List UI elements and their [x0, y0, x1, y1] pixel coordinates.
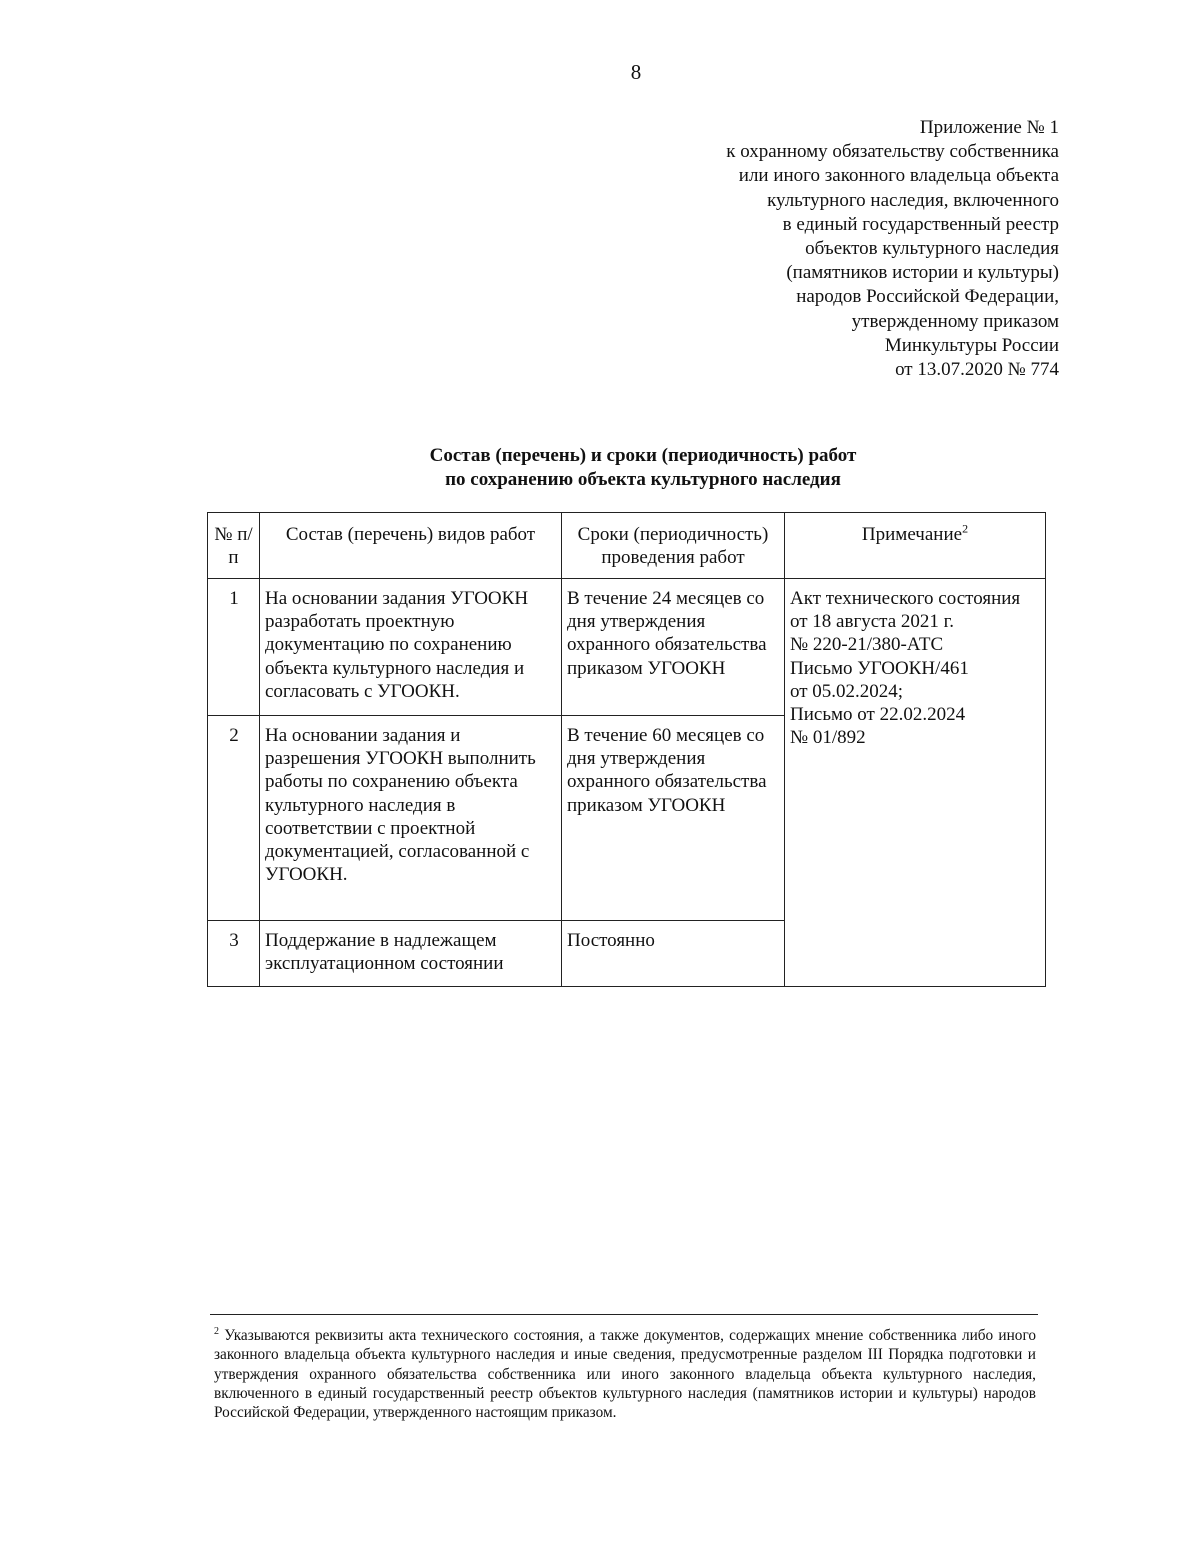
appendix-line: к охранному обязательству собственника [726, 141, 1059, 163]
row-terms: В течение 60 месяцев со дня утверждения охранного обязательства приказом УГООКН [562, 716, 785, 921]
title-line-1: Состав (перечень) и сроки (периодичность) работ [429, 445, 857, 466]
appendix-line: Минкультуры России [884, 334, 1059, 356]
footnote [214, 1326, 1036, 1422]
appendix-line: от 13.07.2020 № 774 [895, 359, 1059, 381]
note-line: от 05.02.2024; [790, 680, 904, 702]
works-table [207, 512, 1046, 987]
footnote-ref: 2 [962, 521, 969, 536]
document-title [308, 444, 978, 492]
page-number: 8 [630, 60, 642, 84]
header-terms: Сроки (периодичность) проведения работ [562, 513, 785, 579]
table-row [208, 579, 1046, 716]
row-terms: В течение 24 месяцев со дня утверждения охранного обязательства приказом УГООКН [562, 579, 785, 716]
note-line: № 01/892 [790, 727, 866, 749]
footnote-text: Указываются реквизиты акта технического состояния, а также документов, содержащих мнение собственника либо иного законного владельца объекта культурного наследия и иные сведения, предусмотренные разделом III Порядка подготовки и утверждения охранного обязательства собственника или иного законного владельца объекта культурного наследия, включенного в единый государственный реестр объектов культурного наследия (памятников истории и культуры) народов Российской Федерации, утвержденного настоящим приказом. [214, 1327, 1036, 1422]
note-line: № 220-21/380-АТС [790, 634, 944, 656]
appendix-line: Приложение № 1 [919, 117, 1059, 138]
footnote-divider [210, 1314, 1038, 1315]
appendix-line: народов Российской Федерации, [796, 286, 1059, 308]
row-works: На основании задания УГООКН разработать проектную документацию по сохранению объекта культурного наследия и согласовать с УГООКН. [260, 579, 562, 716]
title-line-2: по сохранению объекта культурного наследия [445, 469, 841, 490]
row-note [785, 579, 1046, 987]
appendix-line: утвержденному приказом [851, 310, 1059, 332]
appendix-line: в единый государственный реестр [782, 213, 1059, 235]
header-note-label: Примечание [861, 524, 963, 545]
header-note [785, 513, 1046, 579]
footnote-mark: 2 [214, 1325, 219, 1337]
note-line: Письмо от 22.02.2024 [790, 704, 966, 726]
row-num: 1 [208, 579, 260, 716]
note-line: Письмо УГООКН/461 [790, 657, 969, 679]
note-line: от 18 августа 2021 г. [790, 611, 955, 633]
row-works: Поддержание в надлежащем эксплуатационном состоянии [260, 921, 562, 987]
row-works: На основании задания и разрешения УГООКН выполнить работы по сохранению объекта культурного наследия в соответствии с проектной документацией, согласованной с УГООКН. [260, 716, 562, 921]
row-num: 2 [208, 716, 260, 921]
row-terms: Постоянно [562, 921, 785, 987]
appendix-reference [639, 116, 1059, 382]
note-line: Акт технического состояния [790, 588, 1021, 609]
row-num: 3 [208, 921, 260, 987]
appendix-line: культурного наследия, включенного [767, 189, 1059, 211]
header-works: Состав (перечень) видов работ [260, 513, 562, 579]
table-header-row [208, 513, 1046, 579]
appendix-line: или иного законного владельца объекта [738, 165, 1059, 187]
appendix-line: объектов культурного наследия [805, 238, 1059, 260]
appendix-line: (памятников истории и культуры) [786, 262, 1059, 284]
header-num: № п/п [208, 513, 260, 579]
